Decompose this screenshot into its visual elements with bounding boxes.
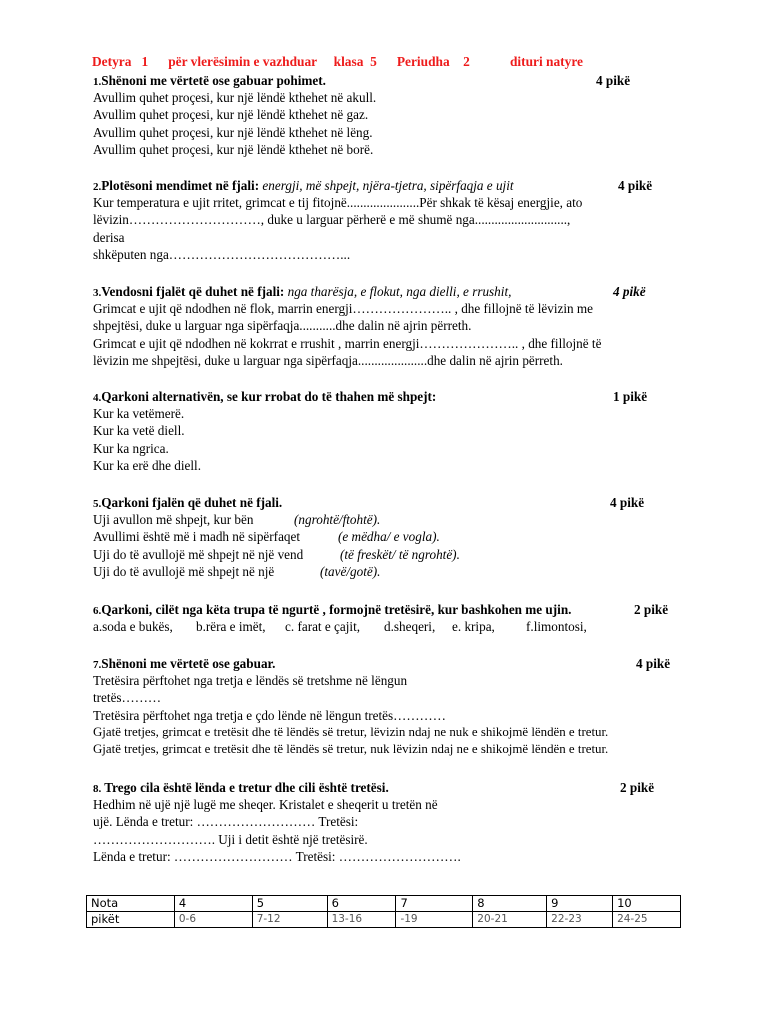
points-row <box>87 912 681 928</box>
points-cell: 24-25 <box>613 912 681 928</box>
choice-line: Uji avullon më shpejt, kur bën (ngrohtë/ftohtë). <box>93 512 381 528</box>
grade-cell: 10 <box>613 896 681 912</box>
statement: Avullim quhet proçesi, kur një lëndë kthehet në akull. <box>93 90 377 106</box>
statement: Avullim quhet proçesi, kur një lëndë kthehet në lëng. <box>93 124 373 140</box>
question-title: Qarkoni fjalën që duhet në fjali. <box>101 495 283 510</box>
question-number: 6. <box>93 605 102 617</box>
points-cell: 7-12 <box>252 912 327 928</box>
question-6 <box>93 601 683 635</box>
question-number: 1. <box>93 76 102 88</box>
statement: Gjatë tretjes, grimcat e tretësit dhe të lëndës së tretur, nuk lëvizin ndaj ne e shikojmë lëndën e tretur. <box>93 741 609 756</box>
fill-in-line: Grimcat e ujit që ndodhen në flok, marrin energji………………….. , dhe fillojnë të lëvizin me <box>93 301 594 317</box>
substance-option: f.limontosi, <box>526 619 587 635</box>
grade-cell: 4 <box>174 896 252 912</box>
question-points: 2 pikë <box>634 602 669 617</box>
option-line: Kur ka ngrica. <box>93 440 169 456</box>
statement: tretës……… <box>93 690 162 706</box>
word-choice: (tavë/gotë). <box>320 563 381 579</box>
substance-option: b.rëra e imët, <box>196 619 266 635</box>
word-options: energji, më shpejt, njëra-tjetra, sipërfaqja e ujit <box>259 178 514 193</box>
grade-row <box>87 896 681 912</box>
question-number: 2. <box>93 181 102 193</box>
word-choice: (ngrohtë/ftohtë). <box>294 512 381 528</box>
fill-in-line: shpejtësi, duke u larguar nga sipërfaqja...........dhe dalin në ajrin përreth. <box>93 318 472 334</box>
question-4 <box>93 388 683 474</box>
option-line: Kur ka vetë diell. <box>93 423 185 439</box>
question-points: 2 pikë <box>620 780 655 795</box>
fill-in-line: derisa <box>93 229 125 245</box>
question-title: Qarkoni alternativën, se kur rrobat do të thahen më shpejt: <box>101 389 437 404</box>
question-number: 8. <box>93 783 102 795</box>
question-title: Shënoni me vërtetë ose gabuar. <box>101 656 276 671</box>
fill-in-line: Kur temperatura e ujit rritet, grimcat e tij fitojnë......................Për shkak të kësaj energjie, ato <box>93 195 583 211</box>
points-cell: pikët <box>87 912 175 928</box>
question-points: 4 pikë <box>613 284 646 299</box>
question-title: Plotësoni mendimet në fjali: <box>101 178 260 193</box>
grade-cell: 7 <box>396 896 473 912</box>
question-3 <box>93 283 683 369</box>
word-choice: (të freskët/ të ngrohtë). <box>340 546 460 562</box>
word-choice: (e mëdha/ e vogla). <box>338 529 440 545</box>
worksheet-header: Detyra 1 për vlerësimin e vazhduar klasa 5 Periudha 2 dituri natyre <box>92 54 583 69</box>
question-5-heading <box>93 494 683 511</box>
question-points: 4 pikë <box>596 73 631 88</box>
fill-in-line: lëvizin…………………………, duke u larguar përherë e më shumë nga............................, <box>93 212 571 228</box>
grade-cell: 8 <box>473 896 547 912</box>
points-cell: 0-6 <box>174 912 252 928</box>
grade-table <box>86 895 681 928</box>
question-3-heading <box>93 283 683 300</box>
points-cell: 22-23 <box>547 912 613 928</box>
statement: Tretësira përftohet nga tretja e çdo lënde në lëngun tretës………… <box>93 707 446 723</box>
question-2-heading <box>93 177 683 194</box>
fill-in-line: Lënda e tretur: ……………………… Tretësi: ………………………. <box>93 848 461 864</box>
points-cell: -19 <box>396 912 473 928</box>
question-5 <box>93 494 683 580</box>
fill-in-line: lëvizin me shpejtësi, duke u larguar nga sipërfaqja.....................dhe dalin në ajrin përreth. <box>93 352 563 368</box>
question-7 <box>93 655 693 758</box>
fill-in-line: shkëputen nga…………………………………... <box>93 246 351 262</box>
question-points: 1 pikë <box>613 389 648 404</box>
word-options: nga tharësja, e flokut, nga dielli, e rrushit, <box>284 284 512 299</box>
choice-line: Uji do të avullojë më shpejt në një (tavë/gotë). <box>93 563 381 579</box>
fill-in-line: Grimcat e ujit që ndodhen në kokrrat e rrushit , marrin energji………………….. , dhe fillojnë të <box>93 335 602 351</box>
statement: Avullim quhet proçesi, kur një lëndë kthehet në gaz. <box>93 107 369 123</box>
question-title: Qarkoni, cilët nga këta trupa të ngurtë , formojnë tretësirë, kur bashkohen me ujin. <box>101 602 572 617</box>
question-number: 7. <box>93 659 102 671</box>
grade-cell: 5 <box>252 896 327 912</box>
choice-line: Uji do të avullojë më shpejt në një vend (të freskët/ të ngrohtë). <box>93 546 460 562</box>
fill-in-line: Hedhim në ujë një lugë me sheqer. Kristalet e sheqerit u tretën në <box>93 797 438 813</box>
statement: Avullim quhet proçesi, kur një lëndë kthehet në borë. <box>93 141 374 157</box>
option-line: Kur ka vetëmerë. <box>93 406 185 422</box>
substance-option: d.sheqeri, <box>384 619 436 635</box>
question-1-heading <box>93 72 683 89</box>
question-points: 4 pikë <box>636 656 671 671</box>
fill-in-line: ujë. Lënda e tretur: ……………………… Tretësi: <box>93 814 359 830</box>
question-title: Vendosni fjalët që duhet në fjali: <box>101 284 285 299</box>
points-cell: 13-16 <box>327 912 396 928</box>
question-number: 3. <box>93 287 102 299</box>
grade-cell: Nota <box>87 896 175 912</box>
points-cell: 20-21 <box>473 912 547 928</box>
question-7-heading <box>93 655 693 672</box>
option-line: Kur ka erë dhe diell. <box>93 457 202 473</box>
question-8 <box>93 779 683 865</box>
question-number: 5. <box>93 498 102 510</box>
fill-in-line: ………………………. Uji i detit është një tretësirë. <box>93 831 368 847</box>
question-1 <box>93 72 683 158</box>
grade-cell: 9 <box>547 896 613 912</box>
substance-options <box>93 618 683 635</box>
grade-cell: 6 <box>327 896 396 912</box>
statement: Gjatë tretjes, grimcat e tretësit dhe të lëndës së tretur, lëvizin ndaj ne nuk e shikojmë lëndën e tretur. <box>93 724 609 739</box>
choice-line: Avullimi është më i madh në sipërfaqet (e mëdha/ e vogla). <box>93 529 440 545</box>
question-8-heading <box>93 779 683 796</box>
statement: Tretësira përftohet nga tretja e lëndës së tretshme në lëngun <box>93 673 408 689</box>
substance-option: e. kripa, <box>452 619 495 635</box>
question-title: Shënoni me vërtetë ose gabuar pohimet. <box>101 73 326 88</box>
question-6-heading <box>93 601 683 618</box>
substance-option: c. farat e çajit, <box>285 619 361 635</box>
question-number: 4. <box>93 392 102 404</box>
question-2 <box>93 177 683 263</box>
question-points: 4 pikë <box>610 495 645 510</box>
question-points: 4 pikë <box>618 178 653 193</box>
question-4-heading <box>93 388 683 405</box>
substance-option: a.soda e bukës, <box>93 619 173 635</box>
question-title: Trego cila është lënda e tretur dhe cili është tretësi. <box>101 780 389 795</box>
